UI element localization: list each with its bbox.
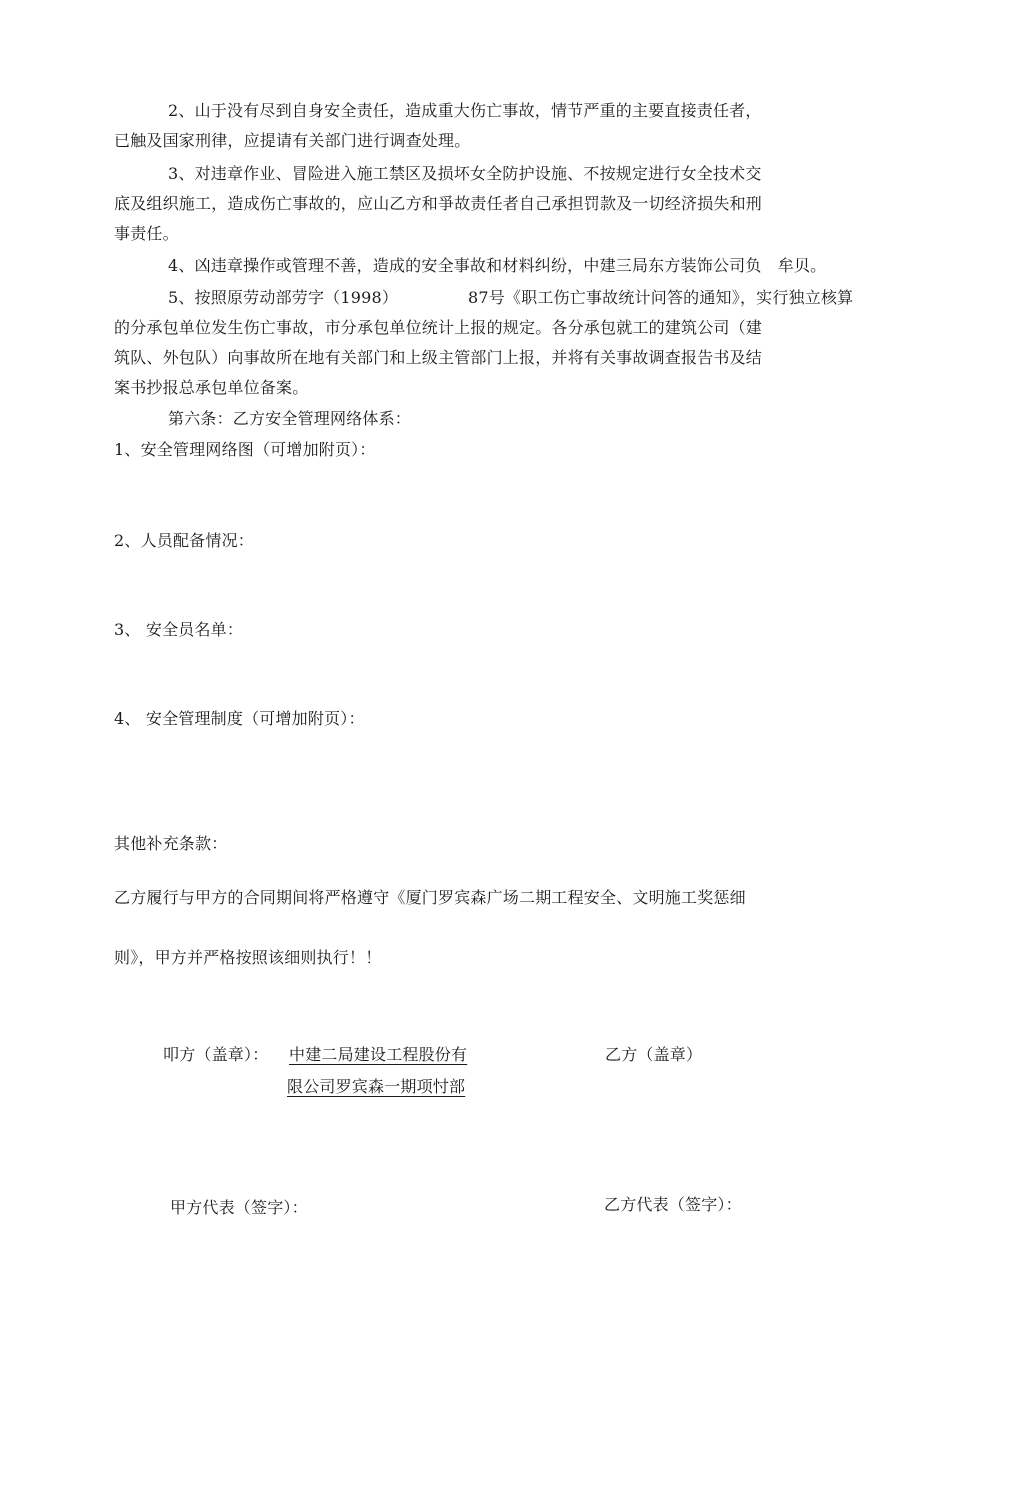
party-a-seal-label: 叩方（盖章）： (163, 1045, 269, 1064)
supplement-line-1: 乙方履行与甲方的合同期间将严格遵守《厦门罗宾森广场二期工程安全、文明施工奖惩细 (114, 888, 746, 907)
clause-item-2-line-1: 2、山于没有尽到自身安全责任，造成重大伤亡事故，情节严重的主要直接责任者， (168, 101, 762, 120)
clause-item-5-line-2: 的分承包单位发生伤亡事故，市分承包单位统计上报的规定。各分承包就工的建筑公司（建 (114, 318, 763, 337)
clause-item-2-line-2: 已触及国家刑律，应提请有关部门进行调查处理。 (114, 131, 471, 150)
supplement-title: 其他补充条款： (114, 834, 228, 853)
party-a-company-name-line-1: 中建二局建设工程股份有 (289, 1045, 468, 1064)
supplement-line-2: 则》，甲方并严格按照该细则执行！！ (114, 948, 382, 967)
article-6-item-4: 4、 安全管理制度（可增加附页）： (114, 709, 365, 728)
article-6-item-3: 3、 安全员名单： (114, 620, 244, 639)
clause-item-5-line-4: 案书抄报总承包单位备案。 (114, 378, 309, 397)
article-6-item-2: 2、人员配备情况： (114, 531, 254, 550)
party-b-representative-label: 乙方代表（签字）： (604, 1195, 742, 1214)
clause-item-4-line-1: 4、凶违章操作或管理不善，造成的安全事故和材料纠纷，中建三局东方装饰公司负 牟贝。 (168, 256, 827, 275)
clause-item-3-line-2: 底及组织施工，造成伤亡事故的，应山乙方和爭故责任者自己承担罚款及一切经济损失和刑 (114, 194, 763, 213)
article-6-title: 第六条：乙方安全管理网络体系： (168, 409, 412, 428)
party-b-seal-label: 乙方（盖章） (605, 1045, 703, 1064)
clause-item-3-line-3: 事责任。 (114, 224, 179, 243)
clause-item-3-line-1: 3、对违章作业、冒险进入施工禁区及损坏女全防护设施、不按规定进行女全技术交 (168, 164, 762, 183)
article-6-item-1: 1、安全管理网络图（可增加附页）： (114, 440, 376, 459)
party-a-company-name-line-2: 限公司罗宾森一期项忖部 (287, 1077, 466, 1096)
party-a-representative-label: 甲方代表（签字）： (170, 1198, 308, 1217)
clause-item-5-line-1b: 87号《职工伤亡事故统计问答的通知》，实行独立核算 (468, 288, 854, 307)
clause-item-5-line-1a: 5、按照原劳动部劳字（1998） (168, 288, 399, 307)
clause-item-5-line-3: 筑队、外包队）向事故所在地有关部门和上级主管部门上报，并将有关事故调查报告书及结 (114, 348, 763, 367)
